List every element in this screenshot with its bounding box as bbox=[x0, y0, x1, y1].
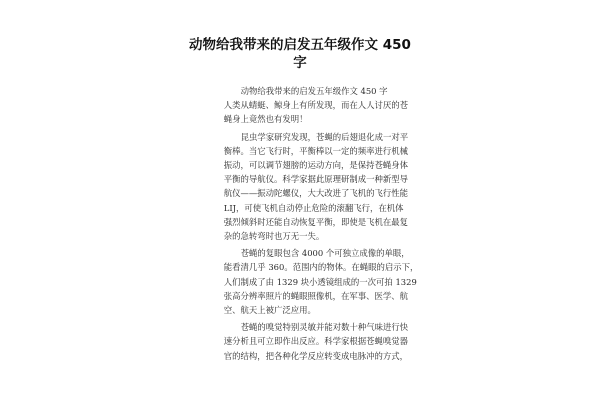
title-line-2: 字 bbox=[293, 55, 307, 71]
text-line: 人类从蜻蜓、鲸身上有所发现，而在人人讨厌的苍 bbox=[223, 100, 409, 111]
paragraph-2 bbox=[207, 130, 409, 244]
document-title bbox=[180, 36, 420, 72]
text-line: 昆虫学家研究发现，苍蝇的后翅退化成一对平 bbox=[240, 131, 409, 142]
text-line: 张高分辨率照片的蝇眼照像机，在军事、医学、航 bbox=[223, 290, 409, 301]
text-line: 动物给我带来的启发五年级作文 450 字 bbox=[240, 86, 388, 96]
text-line: 强烈倾斜时还能自动恢复平衡，即使是飞机在最复 bbox=[223, 216, 409, 227]
text-line: 人们制成了由 1329 块小透镜组成的一次可拍 1329 bbox=[223, 276, 417, 287]
text-line: 苍蝇的复眼包含 4000 个可独立成像的单眼， bbox=[240, 248, 410, 259]
text-line: 平衡的导航仪。科学家据此原理研制成一种新型导 bbox=[223, 174, 409, 185]
text-line: 苍蝇的嗅觉特别灵敏并能对数十种气味进行快 bbox=[240, 322, 409, 333]
text-line: 空、航天上被广泛应用。 bbox=[223, 305, 316, 316]
text-line: 衡棒。当它飞行时，平衡棒以一定的频率进行机械 bbox=[223, 145, 409, 156]
text-line: 杂的急转弯时也万无一失。 bbox=[223, 231, 325, 242]
paragraph-1 bbox=[207, 84, 409, 127]
document-body bbox=[207, 84, 419, 366]
text-line: 蝇身上竟然也有发明！ bbox=[223, 114, 308, 125]
paragraph-3 bbox=[207, 246, 419, 317]
title-line-1: 动物给我带来的启发五年级作文 450 bbox=[189, 37, 411, 53]
text-line: LIJ，可使飞机自动停止危险的滚翻飞行，在机体 bbox=[223, 202, 404, 213]
paragraph-4 bbox=[207, 320, 409, 363]
text-line: 能看清几乎 360。范围内的物体。在蝇眼的启示下， bbox=[223, 262, 419, 273]
text-line: 官的结构，把各种化学反应转变成电脉冲的方式， bbox=[223, 350, 409, 361]
text-line: 速分析且可立即作出反应。科学家根据苍蝇嗅觉器 bbox=[223, 336, 409, 347]
text-line: 振动，可以调节翅膀的运动方向，是保持苍蝇身体 bbox=[223, 160, 409, 171]
text-line: 航仪——振动陀螺仪，大大改进了飞机的飞行性能 bbox=[223, 188, 409, 199]
